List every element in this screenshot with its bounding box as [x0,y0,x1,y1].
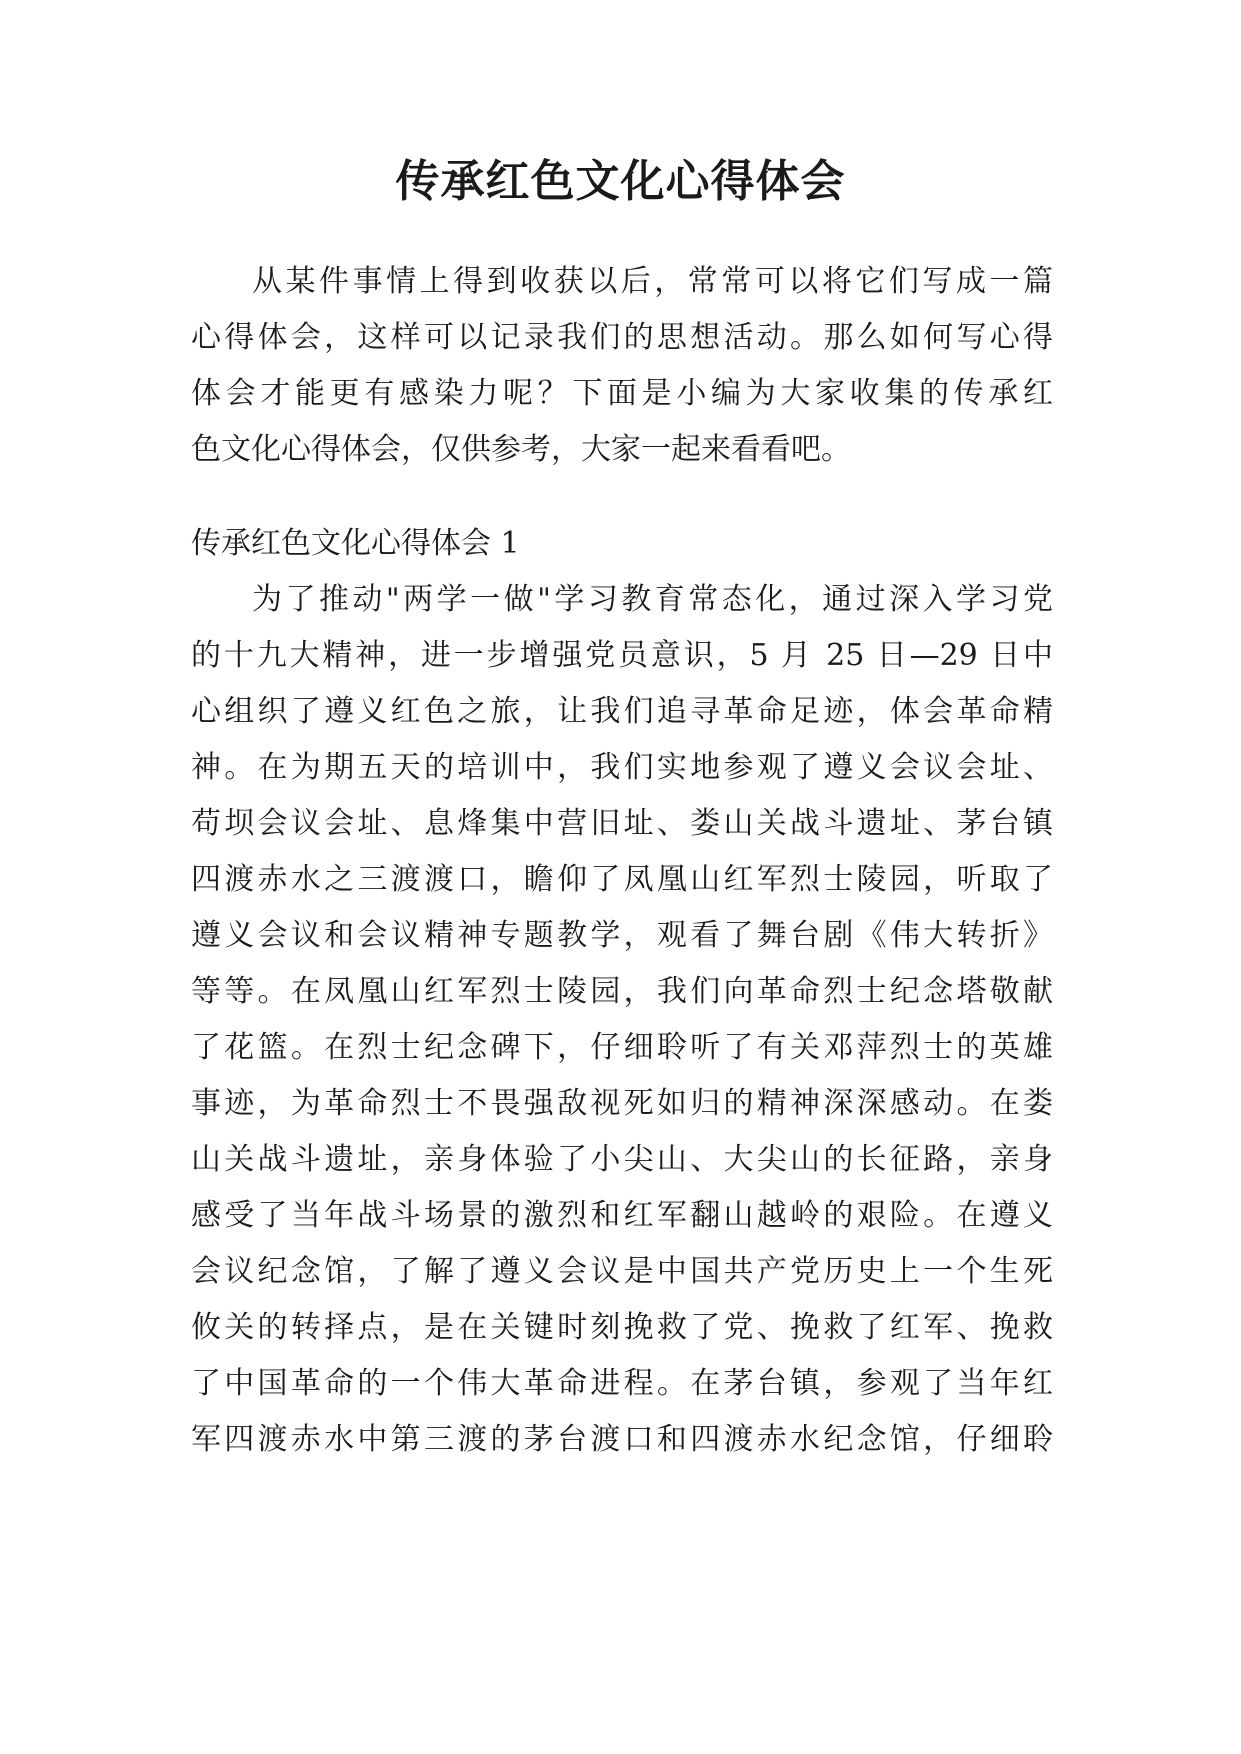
body-line: 会议纪念馆，了解了遵义会议是中国共产党历史上一个生死 [191,1254,1053,1289]
body-line: 为了推动"两学一做"学习教育常态化，通过深入学习党 [252,582,1053,617]
body-line: 了中国革命的一个伟大革命进程。在茅台镇，参观了当年红 [191,1366,1053,1401]
body-line: 山关战斗遗址，亲身体验了小尖山、大尖山的长征路，亲身 [191,1142,1053,1177]
body-line: 了花篮。在烈士纪念碑下，仔细聆听了有关邓萍烈士的英雄 [191,1030,1053,1065]
body-line: 心组织了遵义红色之旅，让我们追寻革命足迹，体会革命精 [191,694,1053,729]
body-line: 事迹，为革命烈士不畏强敌视死如归的精神深深感动。在娄 [191,1086,1053,1121]
body-line: 苟坝会议会址、息烽集中营旧址、娄山关战斗遗址、茅台镇 [191,806,1053,841]
body-line: 感受了当年战斗场景的激烈和红军翻山越岭的艰险。在遵义 [191,1198,1053,1233]
intro-line: 色文化心得体会，仅供参考，大家一起来看看吧。 [191,432,851,467]
section-heading: 传承红色文化心得体会 1 [191,526,520,561]
intro-line: 心得体会，这样可以记录我们的思想活动。那么如何写心得 [191,320,1053,355]
body-line: 四渡赤水之三渡渡口，瞻仰了凤凰山红军烈士陵园，听取了 [191,862,1053,897]
body-line: 遵义会议和会议精神专题教学，观看了舞台剧《伟大转折》 [191,918,1053,953]
body-line: 攸关的转择点，是在关键时刻挽救了党、挽救了红军、挽救 [191,1310,1053,1345]
document-title: 传承红色文化心得体会 [395,156,846,207]
body-line: 神。在为期五天的培训中，我们实地参观了遵义会议会址、 [191,750,1053,785]
body-line: 的十九大精神，进一步增强党员意识，5 月 25 日—29 日中 [191,638,1053,673]
body-line: 等等。在凤凰山红军烈士陵园，我们向革命烈士纪念塔敬献 [191,974,1053,1009]
intro-line: 体会才能更有感染力呢？下面是小编为大家收集的传承红 [191,376,1053,411]
body-line: 军四渡赤水中第三渡的茅台渡口和四渡赤水纪念馆，仔细聆 [191,1422,1053,1457]
intro-line: 从某件事情上得到收获以后，常常可以将它们写成一篇 [252,264,1053,299]
